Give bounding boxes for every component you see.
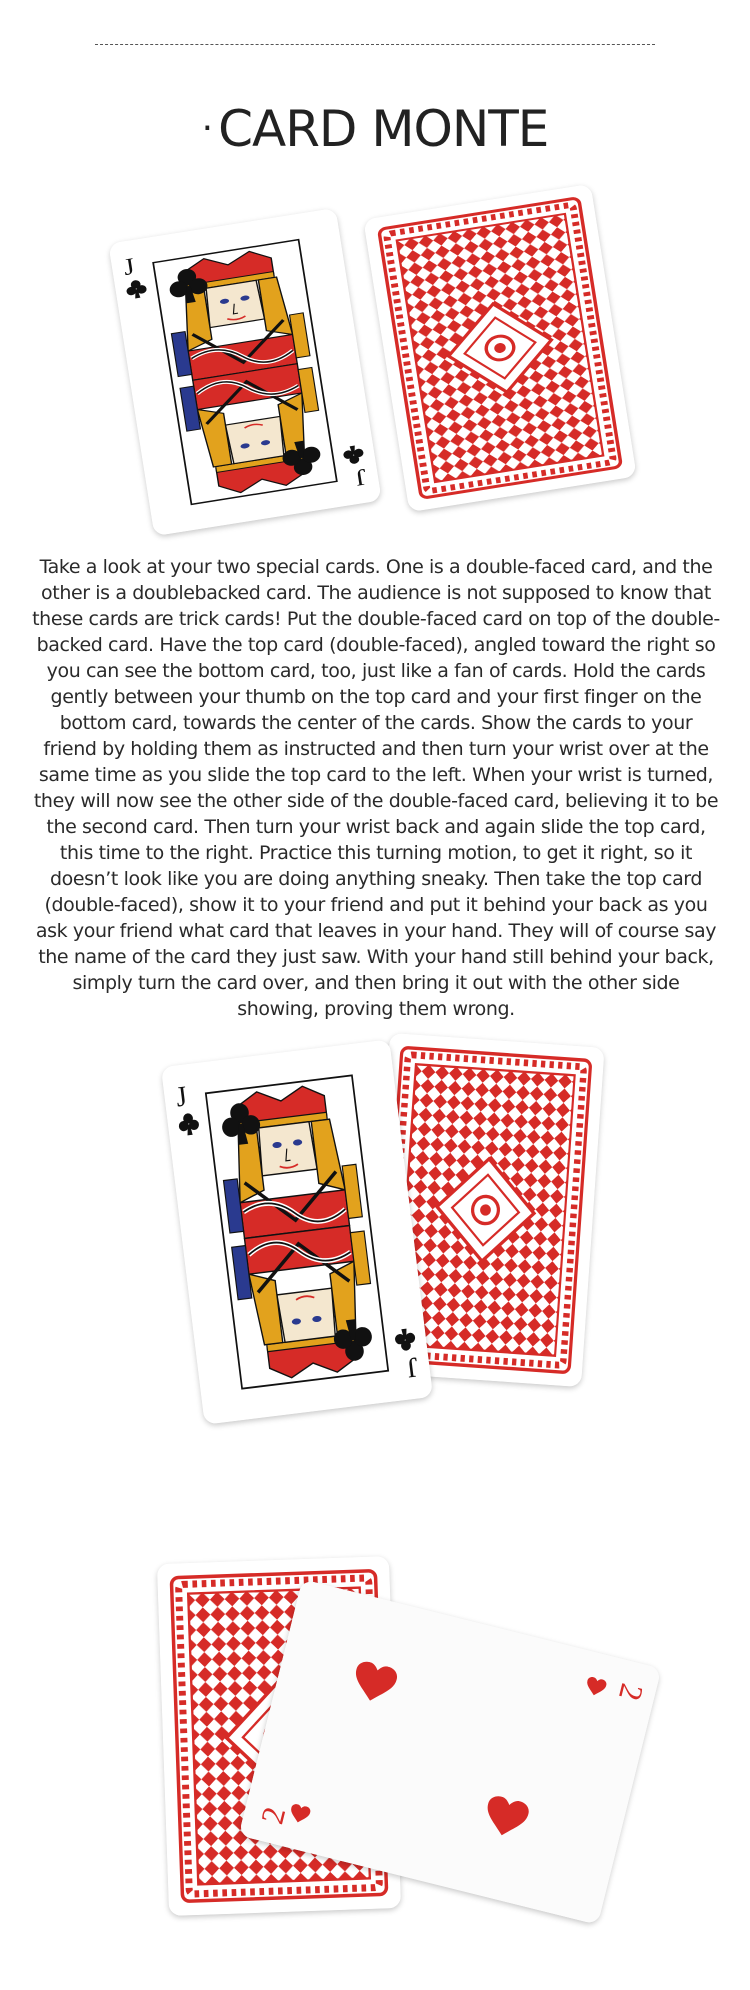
title-bullet: · xyxy=(201,108,213,149)
card-back-image-1 xyxy=(363,184,636,512)
title-text: CARD MONTE xyxy=(218,100,549,158)
dashed-divider xyxy=(95,44,655,45)
page-title xyxy=(0,100,750,158)
jack-rank-bottom: J xyxy=(353,463,369,492)
two-rank-bottom: 2 xyxy=(253,1803,293,1828)
instructions-paragraph: Take a look at your two special cards. One is a double-faced card, and the other is a doublebacked card. The audience is not supposed to know that these cards are trick cards! Put the double-faced card on top of the double-backed card. Have the top card (double-faced), angled toward the right so you can see the bottom card, too, just like a fan of cards. Hold the cards gently between your thumb on the top card and your first finger on the bottom card, towards the center of the cards. Show the cards to your friend by holding them as instructed and then turn your wrist over at the same time as you slide the top card to the left. When your wrist is turned, they will now see the other side of the double-faced card, believing it to be the second card. Then turn your wrist back and again slide the top card, this time to the right. Practice this turning motion, to get it right, so it doesn’t look like you are doing anything sneaky. Then take the top card (double-faced), show it to your friend and put it behind your back as you ask your friend what card that leaves in your hand. They will of course say the name of the card they just saw. With your hand still behind your back, simply turn the card over, and then bring it out with the other side showing, proving them wrong. xyxy=(32,556,720,1020)
jack-card-image-1 xyxy=(108,208,381,536)
jack-rank-top-2: J xyxy=(174,1080,189,1114)
two-rank-top: 2 xyxy=(611,1680,651,1705)
jack-card-image-2 xyxy=(161,1039,433,1424)
jack-rank-top: J xyxy=(121,252,137,281)
jack-rank-bottom-2: J xyxy=(405,1350,420,1384)
